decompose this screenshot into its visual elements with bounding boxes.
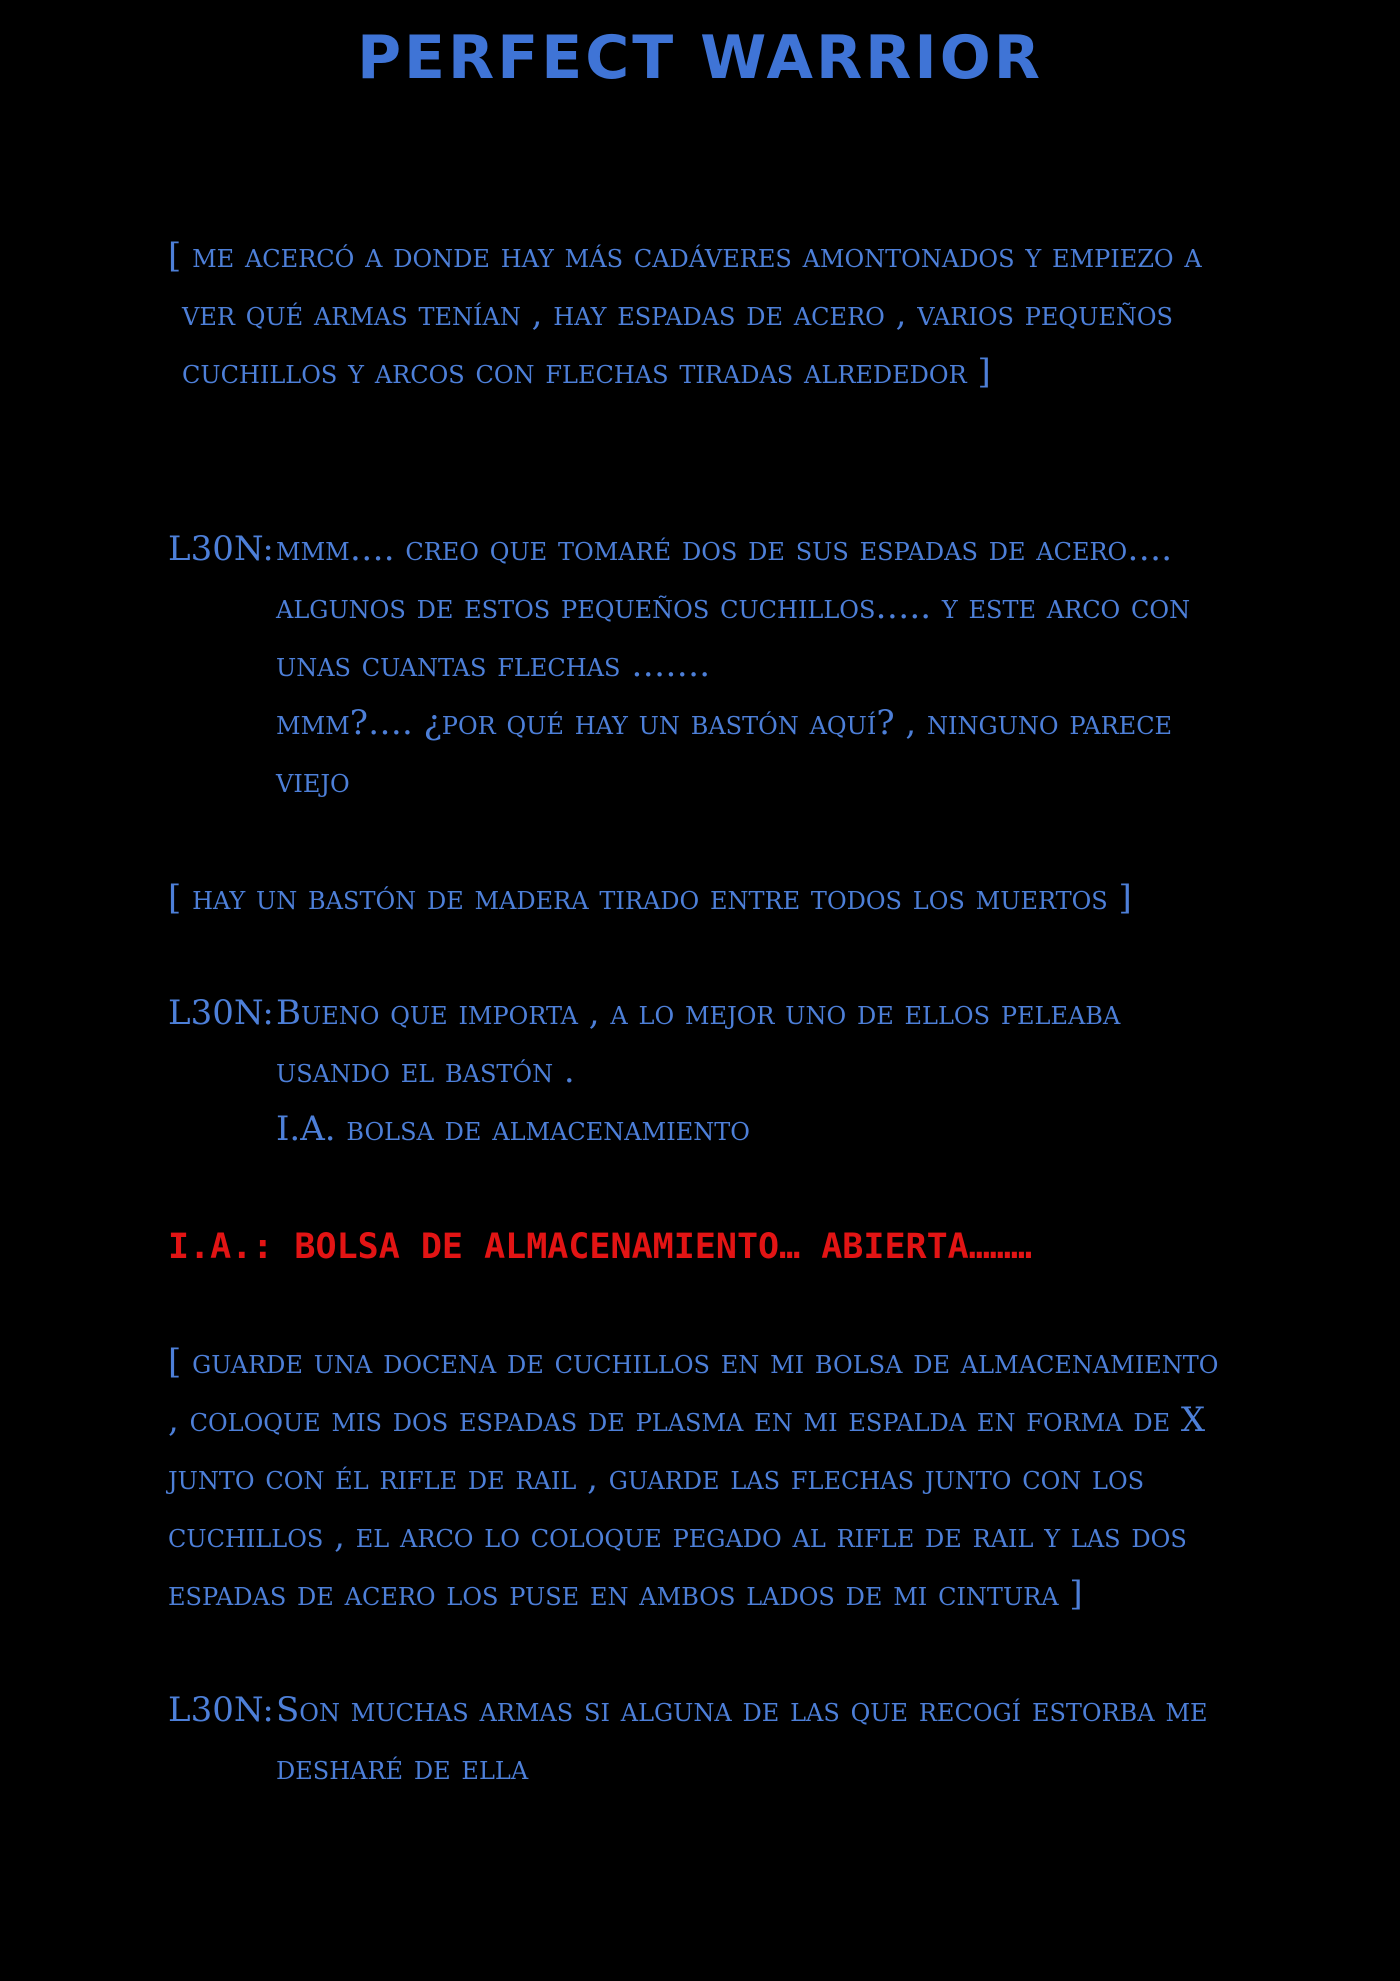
page-title: PERFECT WARRIOR xyxy=(357,23,1043,93)
narration-line: cuchillos y arcos con flechas tiradas alrededor ] xyxy=(182,352,991,392)
narration-box-1 xyxy=(168,227,1202,401)
dialogue-line: Son muchas armas si alguna de las que recogí estorba me xyxy=(276,1690,1208,1730)
dialogue-2 xyxy=(168,984,1248,1158)
narration-box-3 xyxy=(168,1333,1218,1623)
narration-line: , coloque mis dos espadas de plasma en mi espalda en forma de X xyxy=(168,1400,1206,1440)
dialogue-line: viejo xyxy=(276,761,350,801)
dialogue-line: I.A. bolsa de almacenamiento xyxy=(276,1109,750,1149)
narration-line: [ hay un bastón de madera tirado entre todos los muertos ] xyxy=(168,878,1132,918)
speaker-name: L30N: xyxy=(168,993,274,1033)
dialogue-line: unas cuantas flechas ……. xyxy=(276,645,711,685)
narration-line: ver qué armas tenían , hay espadas de acero , varios pequeños xyxy=(182,294,1173,334)
speaker-name: L30N: xyxy=(168,1690,274,1730)
dialogue-3 xyxy=(168,1681,1248,1797)
dialogue-line: mmm…. creo que tomaré dos de sus espadas de acero…. xyxy=(276,529,1173,569)
narration-line: espadas de acero los puse en ambos lados de mi cintura ] xyxy=(168,1574,1083,1614)
speaker-name: L30N: xyxy=(168,529,274,569)
dialogue-line: usando el bastón . xyxy=(276,1051,575,1091)
narration-line: cuchillos , el arco lo coloque pegado al rifle de rail y las dos xyxy=(168,1516,1187,1556)
dialogue-line: desharé de ella xyxy=(276,1748,529,1788)
dialogue-line: Bueno que importa , a lo mejor uno de ellos peleaba xyxy=(276,993,1121,1033)
narration-line: junto con él rifle de rail , guarde las flechas junto con los xyxy=(168,1458,1145,1498)
dialogue-1 xyxy=(168,520,1248,810)
dialogue-line: mmm?…. ¿por qué hay un bastón aquí? , ninguno parece xyxy=(276,703,1173,743)
narration-line: [ me acercó a donde hay más cadáveres amontonados y empiezo a xyxy=(168,236,1202,276)
ai-system-message: I.A.: BOLSA DE ALMACENAMIENTO… ABIERTA……… xyxy=(168,1227,1032,1267)
dialogue-line: algunos de estos pequeños cuchillos….. y este arco con xyxy=(276,587,1191,627)
narration-box-2 xyxy=(168,869,1132,927)
narration-line: [ guarde una docena de cuchillos en mi bolsa de almacenamiento xyxy=(168,1342,1219,1382)
